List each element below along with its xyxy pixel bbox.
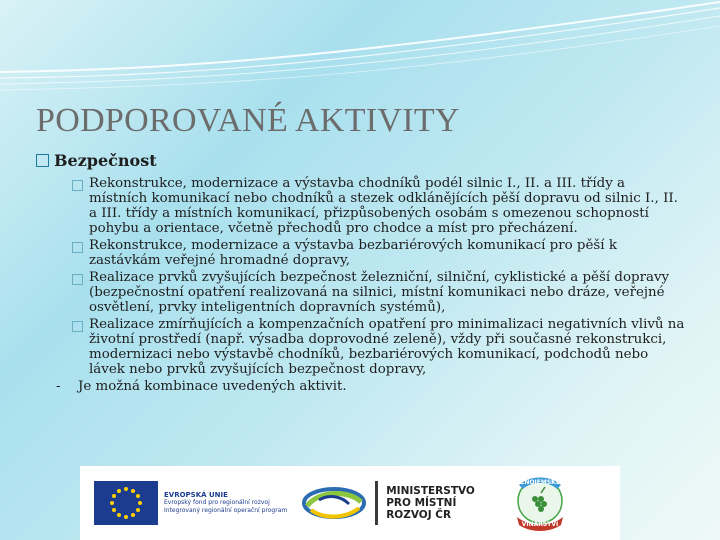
list-item-text: Realizace zmírňujících a kompenzačních opatření pro minimalizaci negativních vlivů na životní prostředí (např. výsadba doprovodné zeleně), vždy při současné rekonstrukci, modernizaci nebo výstavbě chodníků, bezbariérových komunikací, podchodů nebo lávek nebo prvků zvyšujících bezpečnost dopravy,	[89, 317, 685, 377]
list-item-text: Rekonstrukce, modernizace a výstavba chodníků podél silnic I., II. a III. třídy a místních komunikací nebo chodníků a stezek odklánějících pěší dopravu od silnic I., II. a III. třídy a místních komunikací, přizpůsobených osobám s omezenou schopností pohybu a orientace, včetně přechodů pro chodce a míst pro přecházení.	[89, 176, 678, 236]
section-heading-text: Bezpečnost	[54, 151, 157, 170]
checkbox-bullet-icon	[72, 321, 83, 332]
list-item	[72, 317, 686, 377]
eu-logo	[94, 481, 287, 525]
checkbox-bullet-icon	[72, 274, 83, 285]
ministry-logo-bar	[375, 481, 378, 525]
list-item	[72, 176, 686, 236]
decorative-swoosh	[0, 0, 720, 110]
note-item	[56, 379, 686, 394]
ministry-logo	[375, 481, 475, 525]
checkbox-bullet-icon	[72, 180, 83, 191]
list-item-text: Rekonstrukce, modernizace a výstavba bezbariérových komunikací pro pěší k zastávkám veřejné hromadné dopravy,	[89, 238, 617, 268]
logo-strip	[80, 466, 620, 540]
page-title: PODPOROVANÉ AKTIVITY	[36, 102, 460, 139]
ministry-text: MINISTERSTVO PRO MÍSTNÍ ROZVOJ ČR	[386, 485, 475, 521]
wine-region-badge-icon	[505, 471, 575, 535]
eu-flag-icon	[94, 481, 158, 525]
list-item	[72, 238, 686, 268]
eu-text: EVROPSKÁ UNIE Evropský fond pro regionální rozvoj Integrovaný regionální operační program	[164, 491, 288, 514]
list-item	[72, 270, 686, 315]
list-item-text: Realizace prvků zvyšujících bezpečnost železniční, silniční, cyklistické a pěší dopravy (bezpečnostní opatření realizovaná na silnici, místní komunikaci nebo dráze, veřejné osvětlení, prvky inteligentních dopravních systémů),	[89, 270, 670, 315]
section-heading	[36, 151, 686, 170]
activity-list	[36, 176, 686, 394]
checkbox-bullet-icon	[36, 154, 49, 167]
badge-bottom-text: VINAŘSTVÍ	[521, 521, 559, 528]
note-text: Je možná kombinace uvedených aktivit.	[78, 379, 347, 394]
iop-logo-icon	[299, 480, 369, 526]
checkbox-bullet-icon	[72, 242, 83, 253]
dash-bullet: -	[56, 379, 61, 394]
content-section	[36, 151, 686, 396]
badge-top-text: ZNOJEMSKÉ	[519, 479, 560, 486]
